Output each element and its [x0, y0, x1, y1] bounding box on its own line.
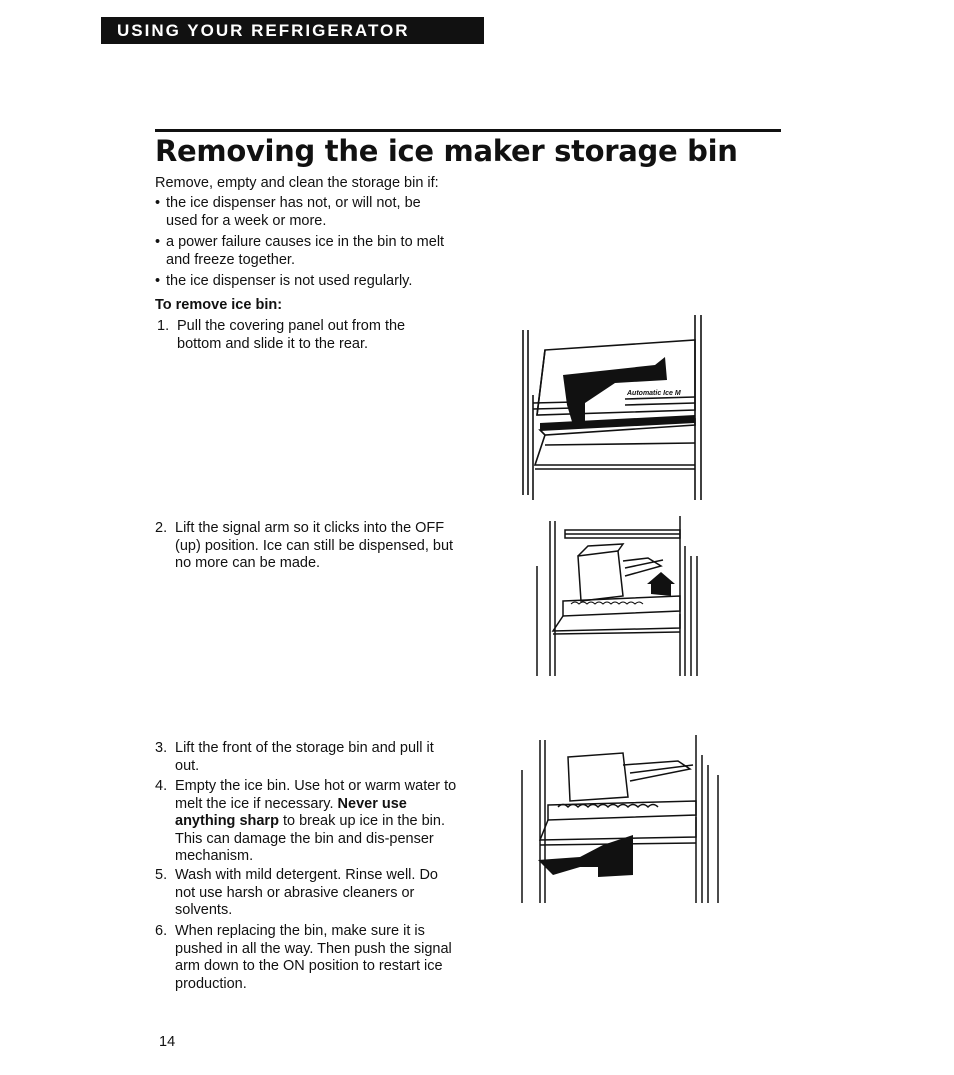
intro-text: Remove, empty and clean the storage bin if:: [155, 175, 439, 191]
illustration-signal-arm: [533, 516, 703, 681]
title-rule: [155, 129, 781, 132]
list-item: • the ice dispenser has not, or will not, be used for a week or more.: [155, 195, 455, 230]
section-header: USING YOUR REFRIGERATOR: [101, 17, 484, 44]
step-number: 5.: [155, 867, 168, 883]
panel-label: Automatic Ice M: [627, 390, 681, 397]
step-text: [175, 778, 460, 866]
page-number: 14: [159, 1034, 176, 1050]
step-text: Lift the signal arm so it clicks into the OFF (up) position. Ice can still be dispensed, but no more can be made.: [175, 520, 454, 571]
step-1: [157, 318, 427, 353]
step-number: 2.: [155, 520, 168, 536]
list-item: • a power failure causes ice in the bin to melt and freeze together.: [155, 234, 455, 269]
step-text: When replacing the bin, make sure it is pushed in all the way. Then push the signal arm down to the ON position to restart ice production.: [175, 923, 452, 992]
page-title: Removing the ice maker storage bin: [155, 134, 738, 168]
bullet-list: [155, 195, 455, 295]
step-5: [155, 867, 460, 920]
subheading: To remove ice bin:: [155, 297, 283, 313]
list-item: • the ice dispenser is not used regularly.: [155, 273, 455, 291]
step-2: [155, 520, 465, 573]
step-text-part: to break up ice in the bin. This can damage the bin and dis-penser mechanism.: [175, 813, 445, 864]
step-number: 3.: [155, 740, 168, 756]
illustration-covering-panel: [515, 315, 715, 505]
step-6: [155, 923, 460, 993]
step-text: Pull the covering panel out from the bottom and slide it to the rear.: [177, 318, 406, 352]
step-number: 4.: [155, 778, 168, 794]
warning-text: Never use anything sharp: [175, 795, 407, 829]
step-text: Lift the front of the storage bin and pull it out.: [175, 740, 434, 774]
step-3: [155, 740, 460, 775]
step-number: 1.: [157, 318, 170, 334]
step-text: Wash with mild detergent. Rinse well. Do not use harsh or abrasive cleaners or solvents.: [175, 867, 438, 918]
step-text-part: Empty the ice bin. Use hot or warm water to melt the ice if necessary.: [175, 778, 457, 812]
step-number: 6.: [155, 923, 168, 939]
step-4: [155, 778, 460, 866]
illustration-remove-bin: [518, 735, 728, 907]
